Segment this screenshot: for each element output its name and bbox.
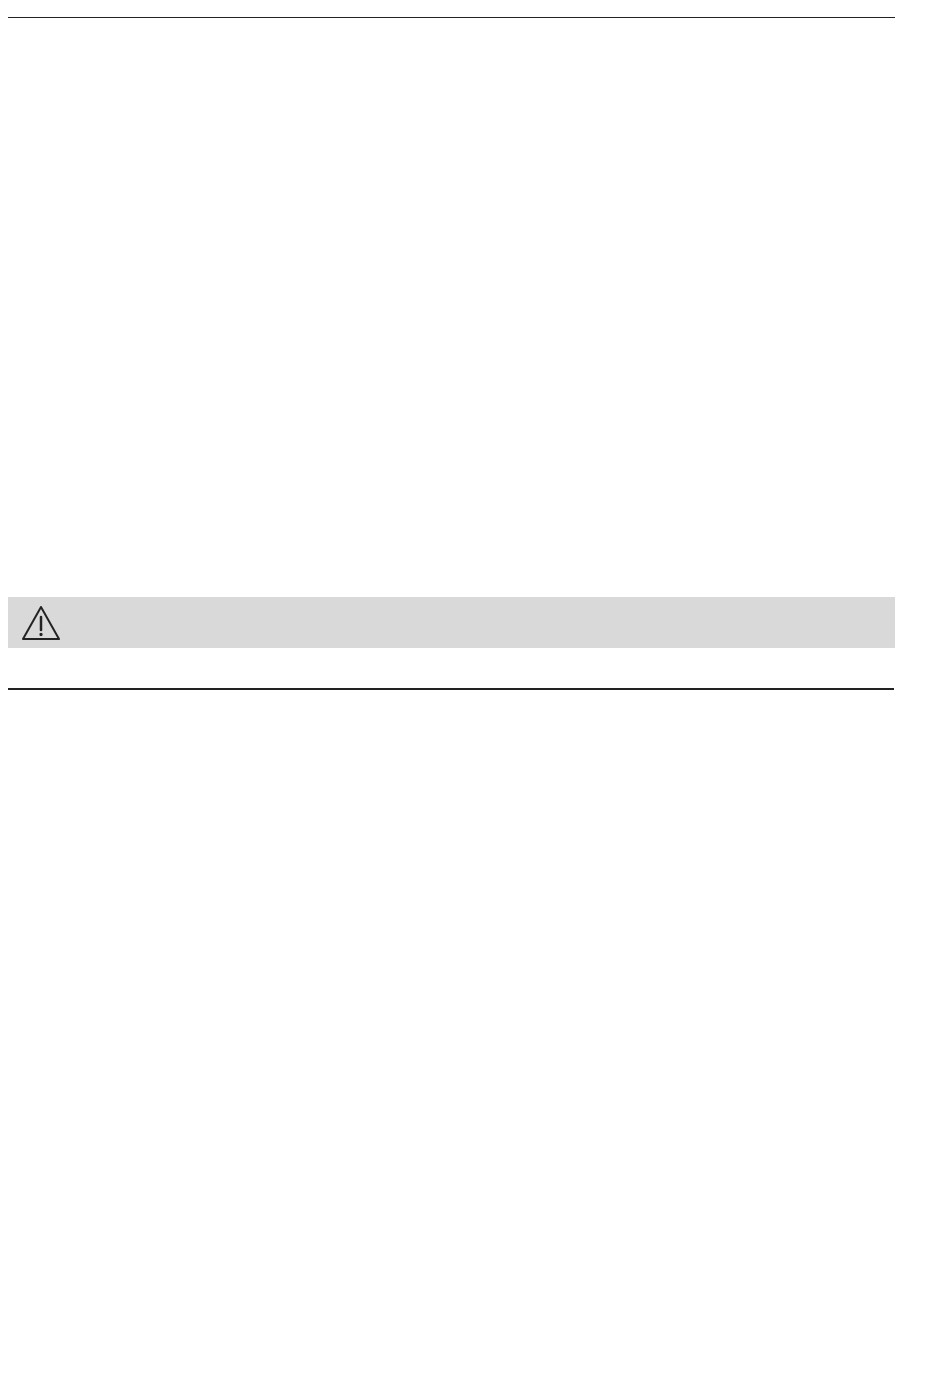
warning-triangle-icon — [21, 605, 61, 641]
details-table — [8, 688, 894, 690]
warning-banner — [8, 597, 895, 648]
compatibility-table — [8, 17, 895, 18]
